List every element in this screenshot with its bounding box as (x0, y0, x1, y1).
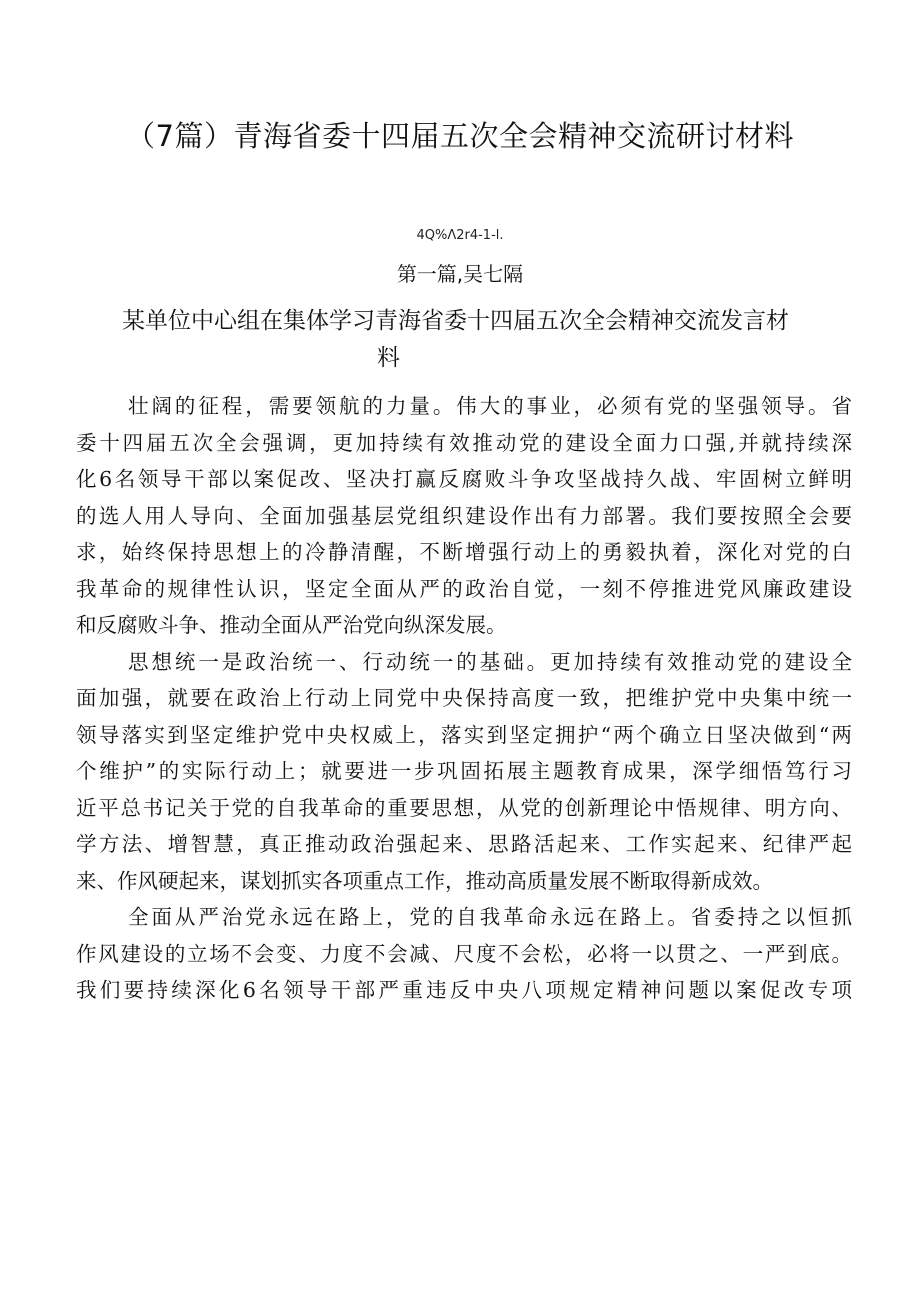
paragraph-3 (76, 899, 852, 1009)
paragraph-line: 化6名领导干部以案促改、坚决打赢反腐败斗争攻坚战持久战、牢固树立鲜明 (76, 467, 852, 491)
paragraph-line: 思想统一是政治统一、行动统一的基础。更加持续有效推动党的建设全 (128, 649, 852, 674)
paragraph-line: 面加强，就要在政治上行动上同党中央保持高度一致，把维护党中央集中统一 (76, 686, 852, 710)
paragraph-line: 领导落实到坚定维护党中央权威上，落实到坚定拥护“两个确立日坚决做到“两 (76, 722, 852, 747)
paragraph-line: 个维护”的实际行动上；就要进一步巩固拓展主题教育成果，深学细悟笃行习 (76, 759, 852, 783)
article-title-line-1: 某单位中心组在集体学习青海省委十四届五次全会精神交流发言材 (122, 308, 789, 334)
paragraph-2 (76, 644, 852, 900)
paragraph-line: 来、作风硬起来，谋划抓实各项重点工作，推动高质量发展不断取得新成效。 (76, 868, 773, 893)
paragraph-line: 和反腐败斗争、推动全面从严治党向纵深发展。 (76, 613, 507, 637)
paragraph-1 (76, 388, 852, 644)
paragraph-line: 委十四届五次全会强调，更加持续有效推动党的建设全面力口强,并就持续深 (76, 430, 852, 455)
paragraph-line: 全面从严治党永远在路上，党的自我革命永远在路上。省委持之以恒抓 (128, 905, 852, 929)
paragraph-line: 我们要持续深化6名领导干部严重违反中央八项规定精神问题以案促改专项 (76, 978, 852, 1002)
paragraph-line: 近平总书记关于党的自我革命的重要思想，从党的创新理论中悟规律、明方向、 (76, 795, 852, 820)
article-body (76, 388, 852, 1009)
article-title-line-2: 料 (377, 345, 400, 371)
paragraph-line: 我革命的规律性认识，坚定全面从严的政治自觉，一刻不停推进党风廉政建设 (76, 576, 852, 601)
article-title (122, 303, 842, 377)
paragraph-line: 求，始终保持思想上的冷静清醒，不断增强行动上的勇毅执着，深化对党的白 (76, 540, 852, 564)
section-heading: 第一篇,吴七隔 (396, 262, 524, 286)
paragraph-line: 壮阔的征程，需要领航的力量。伟大的事业，必须有党的坚强领导。省 (128, 394, 852, 418)
document-title: （7篇）青海省委十四届五次全会精神交流研讨材料 (126, 119, 794, 153)
garbled-subtitle: 4Q%Λ2r4-1-l. (416, 228, 504, 243)
paragraph-line: 作风建设的立场不会变、力度不会减、尺度不会松，必将一以贯之、一严到底。 (76, 941, 852, 966)
paragraph-line: 学方法、增智慧，真正推动政治强起来、思路活起来、工作实起来、纪律严起 (76, 832, 852, 856)
paragraph-line: 的选人用人导向、全面加强基层党组织建设作出有力部署。我们要按照全会要 (76, 503, 852, 528)
